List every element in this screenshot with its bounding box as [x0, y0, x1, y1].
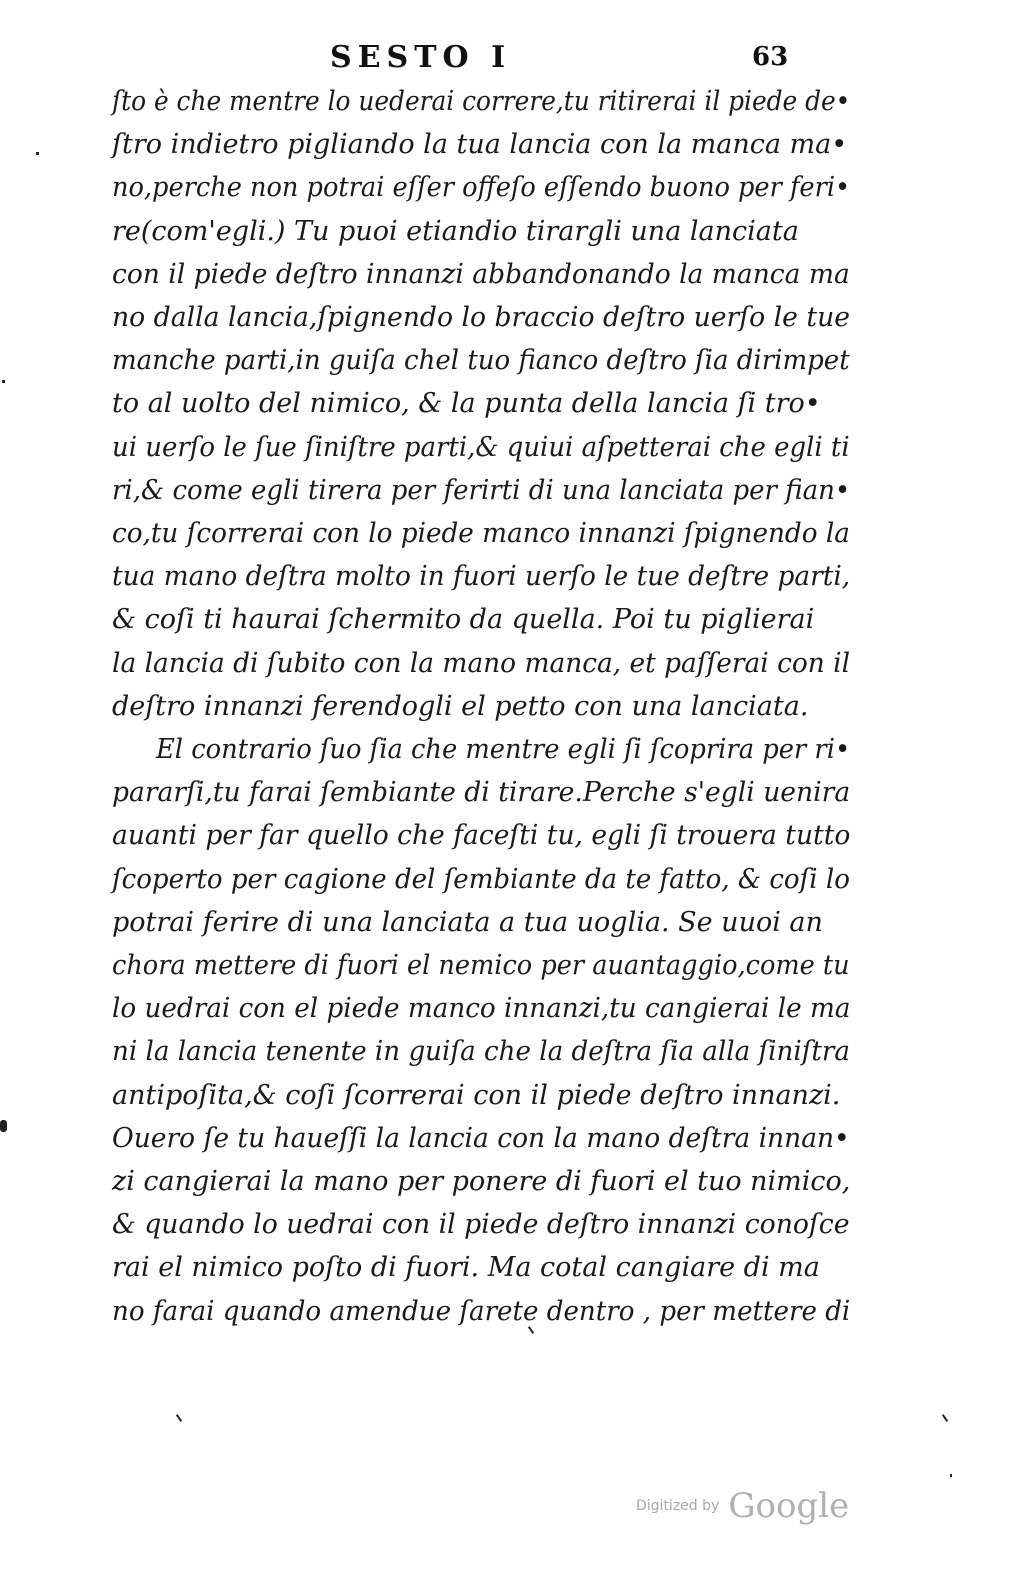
- digitized-by-label: Digitized by: [636, 1498, 720, 1514]
- scan-speck: [942, 1414, 948, 1422]
- scan-speck: [950, 1474, 952, 1477]
- text-line: ſcoperto per cagione del ſembiante da te fatto, & coſi lo: [112, 863, 850, 895]
- text-line: ſtro indietro pigliando la tua lancia con la manca ma•: [112, 129, 848, 161]
- text-line: & coſi ti haurai ſchermito da quella. Poi tu piglierai: [112, 604, 815, 636]
- scan-speck: [36, 152, 39, 155]
- text-line: no farai quando amendue ſarete dentro , per mettere di: [112, 1295, 851, 1327]
- google-logo: Google: [728, 1486, 850, 1526]
- scan-speck: [0, 1120, 7, 1132]
- text-line: re(com'egli.) Tu puoi etiandio tirargli una lanciata: [112, 215, 799, 247]
- page-number: 63: [752, 42, 789, 72]
- text-line: auanti per far quello che faceſti tu, egli ſi trouera tutto: [112, 820, 851, 852]
- page-header: [0, 38, 1024, 82]
- text-line: zi cangierai la mano per ponere di fuori el tuo nimico,: [112, 1166, 851, 1197]
- text-line: antipoſita,& coſi ſcorrerai con il piede deſtro innanzi.: [112, 1079, 841, 1111]
- text-line: Ouero ſe tu haueſſi la lancia con la mano deſtra innan•: [112, 1122, 850, 1154]
- text-line: pararſi,tu farai ſembiante di tirare.Perche s'egli uenira: [112, 777, 851, 809]
- text-line: ri,& come egli tirera per ferirti di una lanciata per fian•: [112, 474, 851, 506]
- text-line: to al uolto del nimico, & la punta della lancia ſi tro•: [112, 388, 821, 420]
- text-line: ſto è che mentre lo uederai correre,tu ritirerai il piede de•: [112, 86, 851, 117]
- running-head: SESTO I: [330, 40, 512, 75]
- scan-speck: [176, 1414, 182, 1422]
- text-line: lo uedrai con el piede manco innanzi,tu cangierai le ma: [112, 993, 851, 1025]
- digitized-by-google-watermark: [636, 1486, 849, 1530]
- scan-speck: [2, 380, 5, 383]
- text-line: rai el nimico poſto di fuori. Ma cotal cangiare di ma: [112, 1252, 820, 1284]
- text-line: & quando lo uedrai con il piede deſtro innanzi conoſce: [112, 1209, 850, 1241]
- text-line: ui uerſo le ſue ſiniſtre parti,& quiui aſpetterai che egli ti: [112, 431, 850, 463]
- text-line: deſtro innanzi ferendogli el petto con una lanciata.: [112, 690, 809, 722]
- text-line: potrai ferire di una lanciata a tua uoglia. Se uuoi an: [112, 906, 823, 938]
- text-line: co,tu ſcorrerai con lo piede manco innanzi ſpignendo la: [112, 518, 850, 549]
- text-line: El contrario ſuo ſia che mentre egli ſi ſcoprira per ri•: [156, 734, 851, 765]
- text-line: ni la lancia tenente in guiſa che la deſtra ſia alla ſiniſtra: [112, 1036, 850, 1068]
- text-line: la lancia di ſubito con la mano manca, et paſſerai con il: [112, 647, 851, 679]
- text-line: no,perche non potrai eſſer offeſo eſſendo buono per feri•: [112, 172, 851, 204]
- text-line: manche parti,in guiſa chel tuo fianco deſtro ſia dirimpet: [112, 345, 850, 377]
- text-line: con il piede deſtro innanzi abbandonando la manca ma: [112, 258, 850, 290]
- text-line: no dalla lancia,ſpignendo lo braccio deſtro uerſo le tue: [112, 302, 851, 333]
- text-line: tua mano deſtra molto in fuori uerſo le tue deſtre parti,: [112, 561, 851, 593]
- text-line: chora mettere di fuori el nemico per auantaggio,come tu: [112, 950, 850, 981]
